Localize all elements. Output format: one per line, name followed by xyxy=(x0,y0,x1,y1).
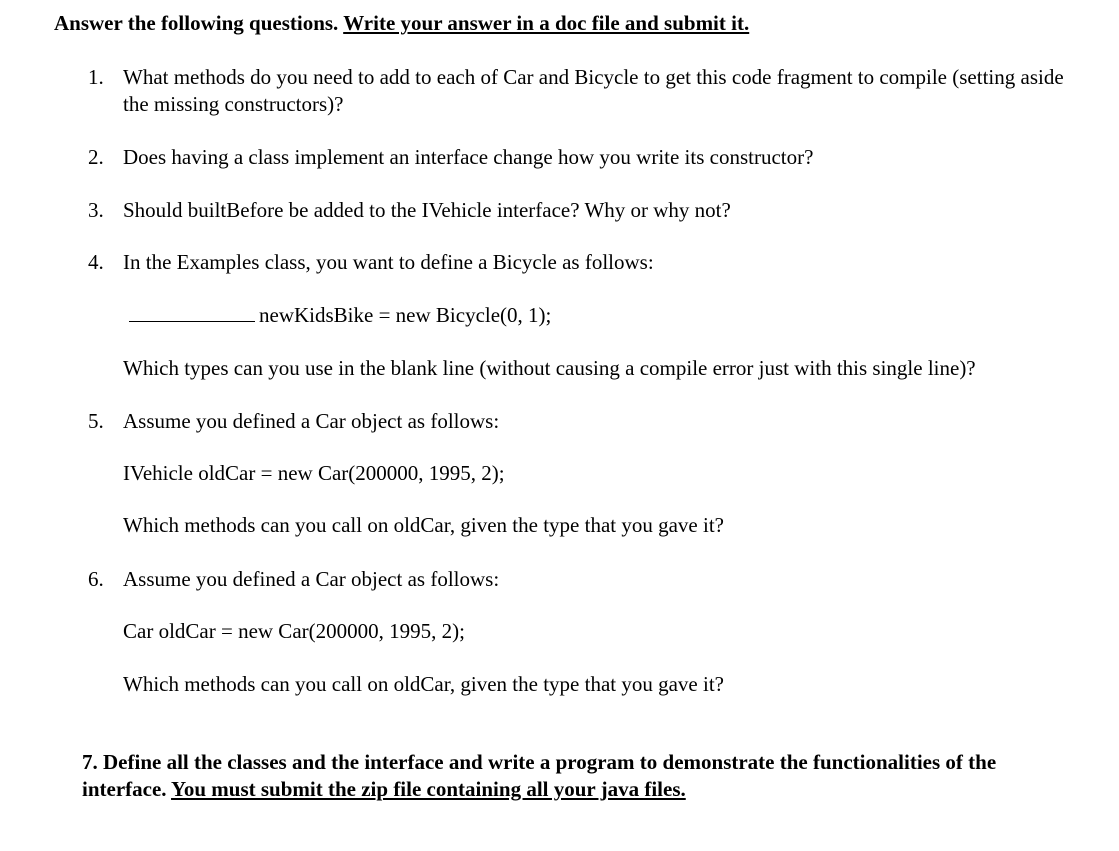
question-number: 4. xyxy=(88,250,104,274)
question-text: Assume you defined a Car object as follows: xyxy=(123,567,500,591)
question-7 xyxy=(82,749,1082,803)
question-number: 5. xyxy=(88,409,104,433)
followup-q4 xyxy=(123,355,976,382)
fill-in-blank xyxy=(129,303,255,322)
instructions-heading xyxy=(54,10,749,37)
followup-q5 xyxy=(123,512,724,539)
code-text: newKidsBike = new Bicycle(0, 1); xyxy=(259,303,552,327)
heading-lead: Answer the following questions. xyxy=(54,11,339,35)
question-text: Define all the classes and the interface and write a program to demonstrate the functionalities of the interface. xyxy=(82,750,997,801)
question-number: 6. xyxy=(88,567,104,591)
code-text: Car oldCar = new Car(200000, 1995, 2); xyxy=(123,619,465,643)
question-text: Should builtBefore be added to the IVehicle interface? Why or why not? xyxy=(123,198,731,222)
heading-submit-instruction: Write your answer in a doc file and submit it. xyxy=(343,11,750,35)
question-text: Does having a class implement an interface change how you write its constructor? xyxy=(123,145,814,169)
question-number: 7. xyxy=(82,750,98,774)
question-number: 2. xyxy=(88,145,104,169)
question-number: 3. xyxy=(88,198,104,222)
code-line-q6 xyxy=(123,618,465,645)
followup-text: Which methods can you call on oldCar, given the type that you gave it? xyxy=(123,672,724,696)
followup-q6 xyxy=(123,671,724,698)
question-number: 1. xyxy=(88,65,104,89)
submission-instruction: You must submit the zip file containing all your java files. xyxy=(171,777,686,801)
code-line-q4 xyxy=(123,302,551,329)
followup-text: Which types can you use in the blank line (without causing a compile error just with this single line)? xyxy=(123,356,976,380)
question-text: Assume you defined a Car object as follows: xyxy=(123,409,500,433)
question-text: In the Examples class, you want to define a Bicycle as follows: xyxy=(123,250,654,274)
code-line-q5 xyxy=(123,460,505,487)
followup-text: Which methods can you call on oldCar, given the type that you gave it? xyxy=(123,513,724,537)
code-text: IVehicle oldCar = new Car(200000, 1995, 2); xyxy=(123,461,505,485)
question-text: What methods do you need to add to each of Car and Bicycle to get this code fragment to compile (setting aside the missing constructors)? xyxy=(123,65,1064,116)
